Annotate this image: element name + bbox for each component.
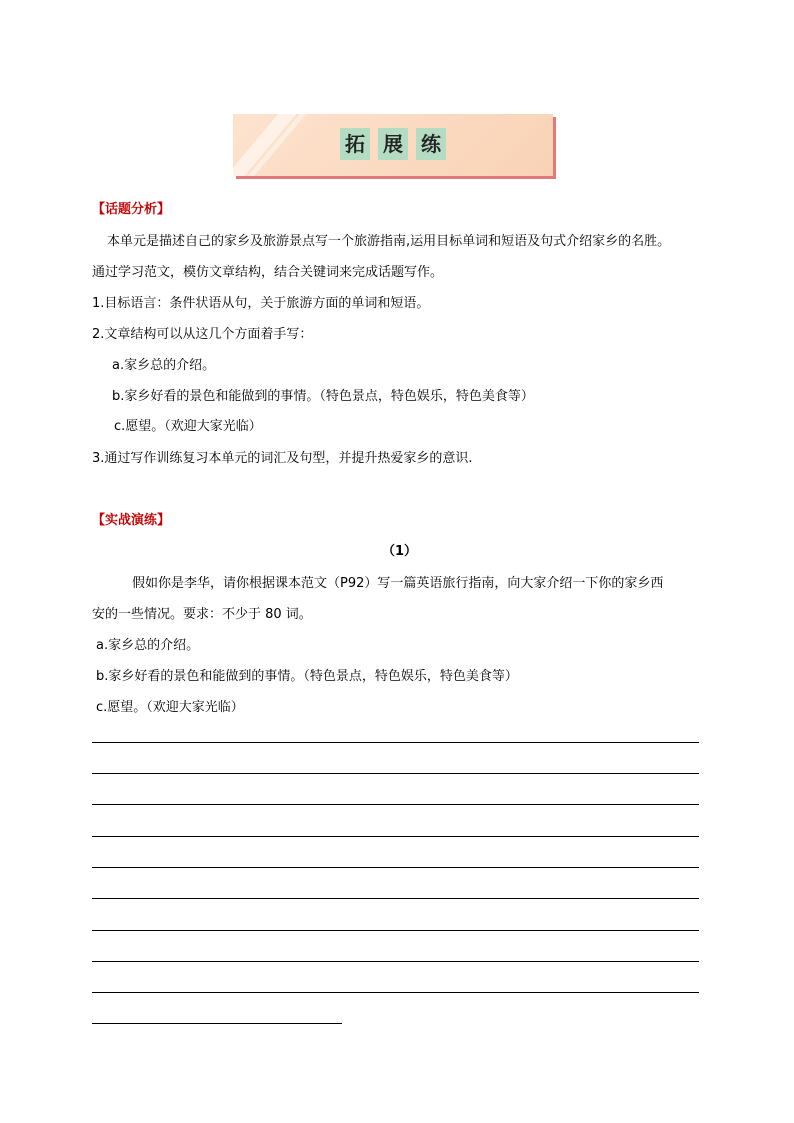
banner-char: 拓 [340, 128, 370, 160]
writing-line[interactable] [92, 930, 699, 931]
writing-line[interactable] [92, 1023, 342, 1024]
topic-paragraph: 本单元是描述自己的家乡及旅游景点写一个旅游指南,运用目标单词和短语及句式介绍家乡的名胜。 [107, 234, 671, 249]
practice-heading: 【实战演练】 [92, 513, 171, 528]
banner-title [233, 128, 553, 160]
question-number: （1） [382, 544, 418, 559]
topic-item: 1.目标语言：条件状语从句，关于旅游方面的单词和短语。 [92, 296, 430, 311]
title-banner [233, 114, 553, 176]
question-prompt: 假如你是李华，请你根据课本范文（P92）写一篇英语旅行指南，向大家介绍一下你的家乡西 [132, 576, 664, 591]
topic-paragraph: 通过学习范文，模仿文章结构，结合关键词来完成话题写作。 [92, 265, 444, 280]
banner-char: 展 [378, 128, 408, 160]
topic-subitem: a.家乡总的介绍。 [112, 358, 216, 373]
writing-line[interactable] [92, 804, 699, 805]
topic-subitem: c.愿望。（欢迎大家光临） [114, 419, 262, 434]
topic-subitem: b.家乡好看的景色和能做到的事情。（特色景点，特色娱乐，特色美食等） [112, 389, 534, 404]
writing-line[interactable] [92, 773, 699, 774]
question-prompt: 安的一些情况。要求：不少于 80 词。 [92, 607, 312, 622]
writing-line[interactable] [92, 742, 699, 743]
question-item: a.家乡总的介绍。 [96, 638, 200, 653]
writing-line[interactable] [92, 898, 699, 899]
writing-line[interactable] [92, 867, 699, 868]
writing-line[interactable] [92, 992, 699, 993]
writing-line[interactable] [92, 961, 699, 962]
question-item: c.愿望。（欢迎大家光临） [96, 700, 244, 715]
topic-analysis-heading: 【话题分析】 [92, 202, 171, 217]
banner-char: 练 [416, 128, 446, 160]
question-item: b.家乡好看的景色和能做到的事情。（特色景点，特色娱乐，特色美食等） [96, 669, 518, 684]
topic-item: 2.文章结构可以从这几个方面着手写： [92, 327, 313, 342]
writing-line[interactable] [92, 836, 699, 837]
topic-item: 3.通过写作训练复习本单元的词汇及句型，并提升热爱家乡的意识. [92, 451, 473, 466]
